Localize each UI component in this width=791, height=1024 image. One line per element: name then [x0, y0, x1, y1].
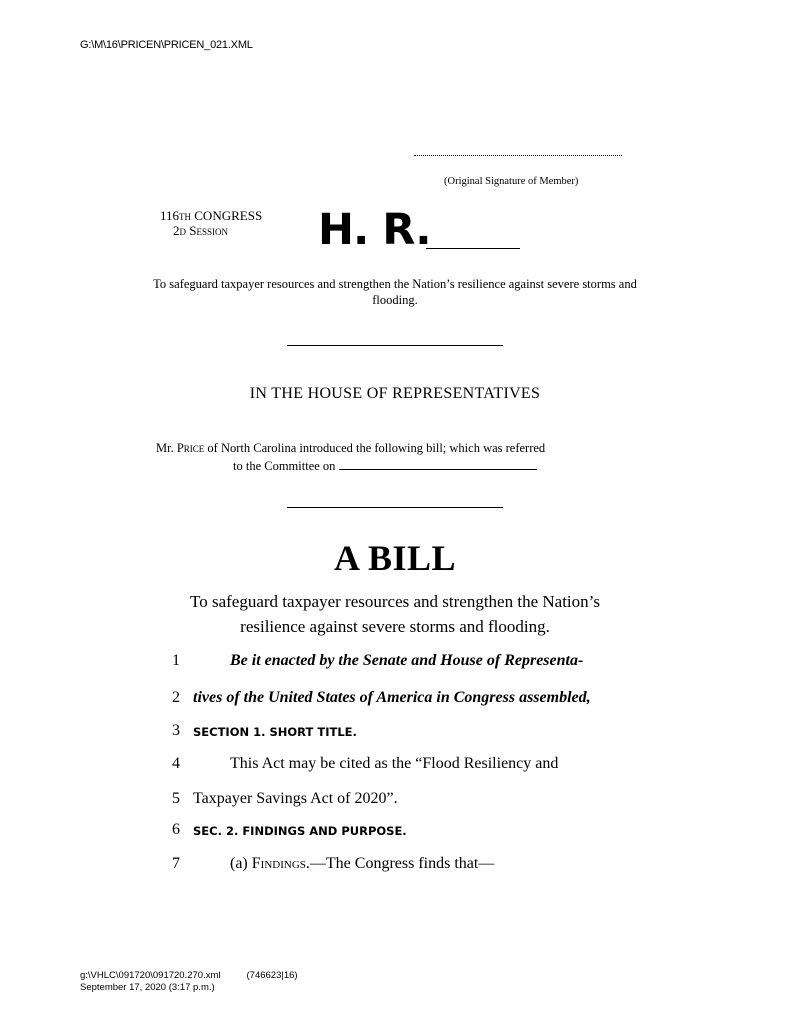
divider-rule — [287, 507, 503, 508]
footer-date: September 17, 2020 (3:17 p.m.) — [80, 982, 215, 993]
findings-prefix: (a) — [230, 855, 252, 872]
introduction-line-1 — [156, 440, 676, 457]
bill-heading: A BILL — [333, 538, 457, 578]
introduction-paragraph — [156, 440, 676, 475]
enacting-clause-line-2: tives of the United States of America in Congress assembled, — [193, 689, 591, 706]
long-title-line-2: resilience against severe storms and flooding. — [240, 617, 550, 636]
committee-label: to the Committee on — [233, 459, 339, 473]
congress-session-block — [160, 208, 262, 238]
bill-short-description: To safeguard taxpayer resources and strengthen the Nation’s resilience against severe storms and flooding. — [153, 277, 637, 307]
committee-blank — [339, 457, 537, 470]
findings-line — [230, 855, 494, 873]
line-number: 6 — [172, 821, 180, 838]
file-path-header: G:\M\16\PRICEN\PRICEN_021.XML — [80, 39, 253, 51]
long-title — [140, 589, 650, 639]
introduction-line-2 — [156, 457, 676, 475]
short-title-line-1: This Act may be cited as the “Flood Resiliency and — [230, 755, 559, 772]
page-footer — [80, 970, 298, 994]
line-number: 2 — [172, 689, 180, 706]
divider-rule — [287, 345, 503, 346]
findings-label: Findings — [251, 855, 306, 872]
long-title-line-1: To safeguard taxpayer resources and strengthen the Nation’s — [190, 592, 600, 611]
section-1-heading: SECTION 1. SHORT TITLE. — [193, 725, 357, 739]
signature-caption: (Original Signature of Member) — [444, 176, 579, 187]
enacting-clause-line-1: Be it enacted by the Senate and House of Representa- — [230, 652, 584, 669]
line-number: 7 — [172, 855, 180, 872]
session-number: 2d Session — [173, 223, 228, 238]
short-title-line-2: Taxpayer Savings Act of 2020”. — [193, 790, 398, 807]
signature-line — [414, 155, 622, 156]
line-number: 1 — [172, 652, 180, 669]
findings-rest: .—The Congress finds that— — [305, 855, 495, 872]
bill-designation: H. R. — [318, 205, 431, 255]
congress-number: 116th CONGRESS — [160, 208, 263, 223]
footer-document-id: (746623|16) — [246, 970, 298, 981]
line-number: 4 — [172, 755, 180, 772]
line-number: 3 — [172, 722, 180, 739]
chamber-heading: IN THE HOUSE OF REPRESENTATIVES — [249, 385, 541, 402]
line-number: 5 — [172, 790, 180, 807]
bill-number-blank — [426, 248, 520, 249]
section-2-heading: SEC. 2. FINDINGS AND PURPOSE. — [193, 824, 407, 838]
introduction-line-1-rest: of North Carolina introduced the following bill; which was referred — [204, 441, 546, 455]
footer-file-path: g:\VHLC\091720\091720.270.xml — [80, 970, 221, 981]
sponsor-name: Price — [176, 441, 205, 455]
sponsor-prefix: Mr. — [156, 441, 177, 455]
